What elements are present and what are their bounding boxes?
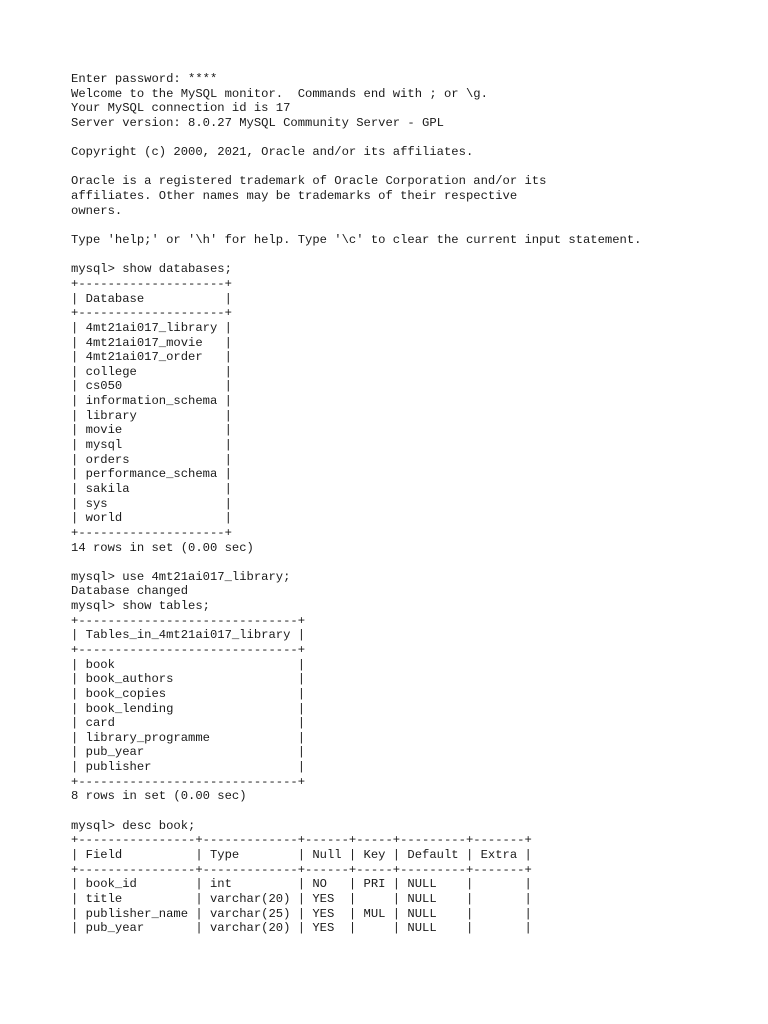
terminal-line: | orders | <box>71 452 232 467</box>
terminal-line: | college | <box>71 364 232 379</box>
terminal-line: | 4mt21ai017_library | <box>71 320 232 335</box>
terminal-line: | publisher_name | varchar(25) | YES | MUL | NULL | | <box>71 906 532 921</box>
terminal-line: | book_id | int | NO | PRI | NULL | | <box>71 877 532 892</box>
terminal-line: | Field | Type | Null | Key | Default | Extra | <box>71 847 532 862</box>
terminal-line: | library_programme | <box>71 730 306 745</box>
terminal-line: affiliates. Other names may be trademarks of their respective <box>71 189 518 204</box>
terminal-line: +--------------------+ <box>71 306 232 321</box>
terminal-line: | information_schema | <box>71 394 232 409</box>
terminal-line <box>71 131 641 146</box>
terminal-line: | library | <box>71 408 232 423</box>
terminal-line: | book_lending | <box>71 701 306 716</box>
terminal-line <box>71 248 641 263</box>
terminal-line: owners. <box>71 203 123 218</box>
terminal-line: | title | varchar(20) | YES | | NULL | | <box>71 891 532 906</box>
terminal-line: | Tables_in_4mt21ai017_library | <box>71 628 306 643</box>
terminal-line: | movie | <box>71 423 232 438</box>
terminal-line: mysql> show tables; <box>71 599 210 614</box>
terminal-line <box>71 218 641 233</box>
terminal-line: Type 'help;' or '\h' for help. Type '\c' to clear the current input statement. <box>71 233 642 248</box>
terminal-line: Oracle is a registered trademark of Oracle Corporation and/or its <box>71 174 547 189</box>
terminal-line: Enter password: **** <box>71 72 218 86</box>
terminal-line: Server version: 8.0.27 MySQL Community Server - GPL <box>71 115 444 130</box>
terminal-line: Your MySQL connection id is 17 <box>71 101 291 116</box>
terminal-line: | mysql | <box>71 438 232 453</box>
terminal-line: mysql> desc book; <box>71 818 196 833</box>
terminal-line: Database changed <box>71 584 189 599</box>
terminal-line <box>71 160 641 175</box>
terminal-line <box>71 555 641 570</box>
terminal-line: +------------------------------+ <box>71 613 306 628</box>
terminal-line: 8 rows in set (0.00 sec) <box>71 789 247 804</box>
terminal-line: | 4mt21ai017_order | <box>71 350 232 365</box>
terminal-line: | publisher | <box>71 760 306 775</box>
terminal-line: | Database | <box>71 291 232 306</box>
terminal-line: +----------------+-------------+------+-----+---------+-------+ <box>71 862 532 877</box>
terminal-line: | 4mt21ai017_movie | <box>71 335 232 350</box>
terminal-line: | sakila | <box>71 481 232 496</box>
terminal-line: | world | <box>71 511 232 526</box>
terminal-line: | book_authors | <box>71 672 306 687</box>
terminal-line: | sys | <box>71 496 232 511</box>
terminal-line: | book_copies | <box>71 686 306 701</box>
terminal-line: | performance_schema | <box>71 467 232 482</box>
terminal-line: 14 rows in set (0.00 sec) <box>71 540 254 555</box>
terminal-line: | card | <box>71 716 306 731</box>
terminal-line: | pub_year | <box>71 745 306 760</box>
terminal-line: | book | <box>71 657 306 672</box>
terminal-output <box>71 72 641 936</box>
terminal-line: mysql> show databases; <box>71 262 232 277</box>
terminal-line: +------------------------------+ <box>71 774 306 789</box>
terminal-line: mysql> use 4mt21ai017_library; <box>71 569 291 584</box>
terminal-line <box>71 804 641 819</box>
terminal-line: +--------------------+ <box>71 525 232 540</box>
terminal-line: Copyright (c) 2000, 2021, Oracle and/or its affiliates. <box>71 145 474 160</box>
terminal-line: +------------------------------+ <box>71 642 306 657</box>
terminal-line: | cs050 | <box>71 379 232 394</box>
terminal-line: +----------------+-------------+------+-----+---------+-------+ <box>71 833 532 848</box>
terminal-line: | pub_year | varchar(20) | YES | | NULL | | <box>71 921 532 936</box>
terminal-line: Welcome to the MySQL monitor. Commands end with ; or \g. <box>71 86 488 101</box>
terminal-line: +--------------------+ <box>71 276 232 291</box>
